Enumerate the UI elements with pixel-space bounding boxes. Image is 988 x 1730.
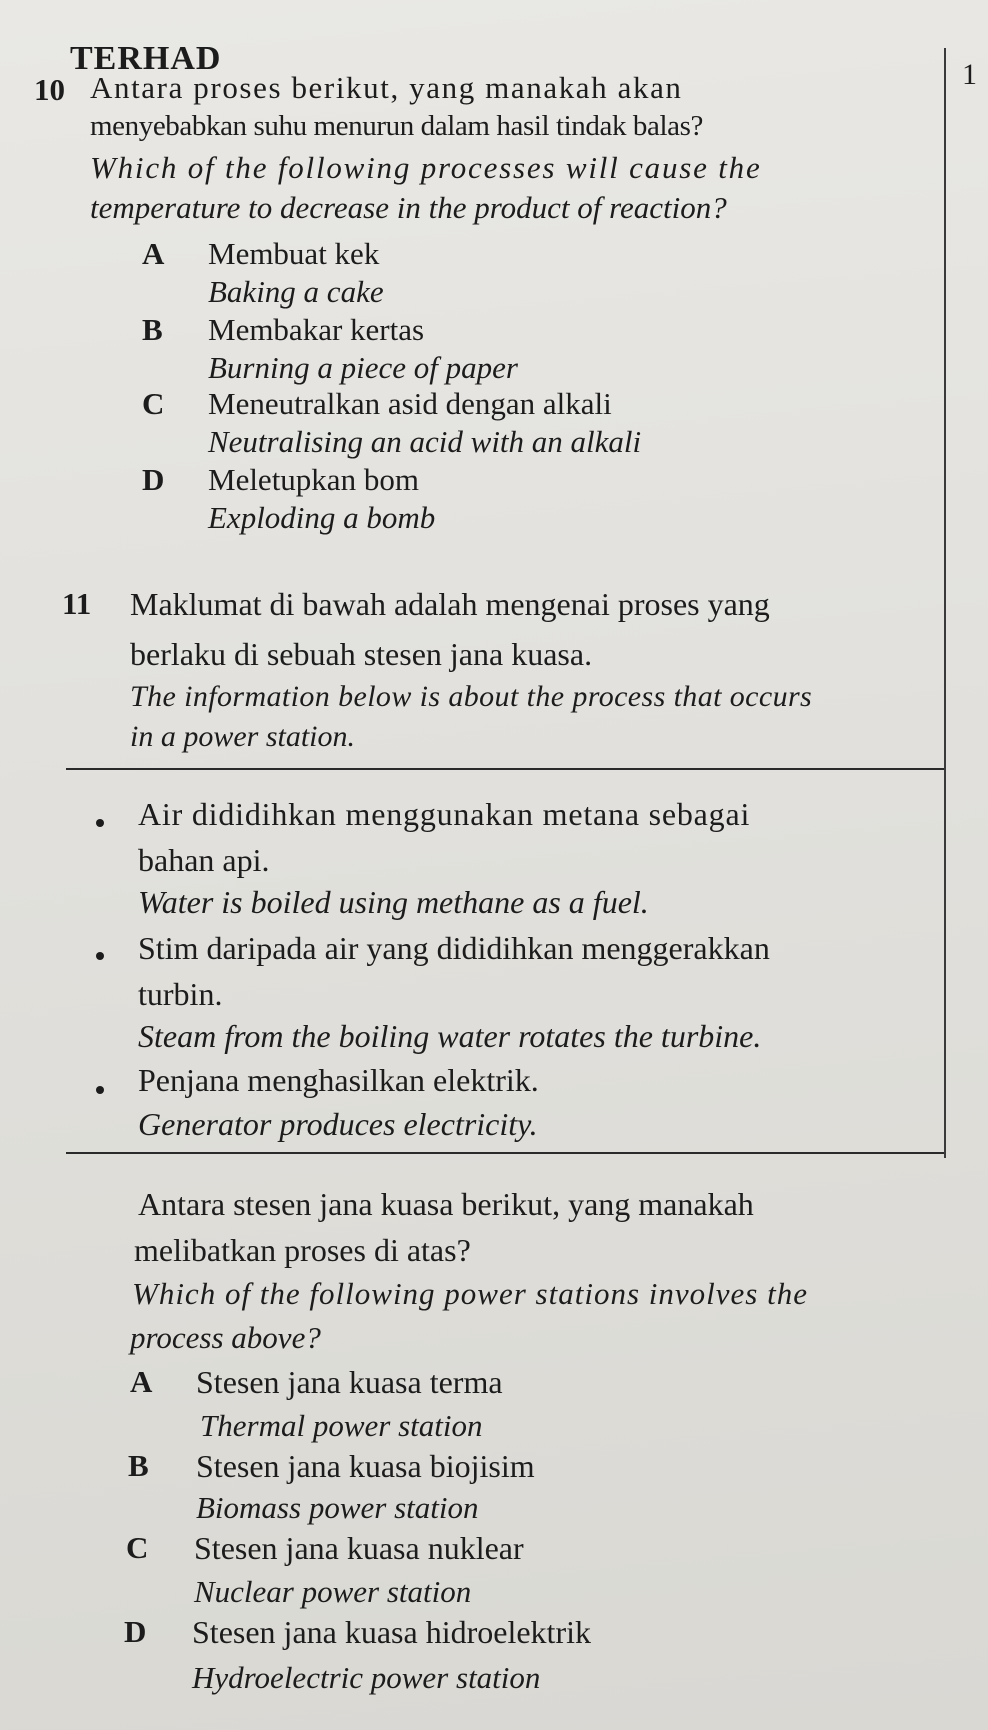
- q11-option-d-english[interactable]: Hydroelectric power station: [192, 1660, 541, 1695]
- q10-option-c-malay[interactable]: Meneutralkan asid dengan alkali: [208, 386, 612, 421]
- question-11-english-line-2: in a power station.: [130, 720, 356, 753]
- question-10-number: 10: [34, 72, 65, 107]
- q10-option-d-english[interactable]: Exploding a bomb: [208, 500, 436, 535]
- question-10-english-line-1: Which of the following processes will cause the: [90, 150, 762, 185]
- q11-option-a-letter: A: [130, 1364, 153, 1399]
- q10-option-a-letter: A: [142, 236, 165, 271]
- question-11-stem-malay-line-1: Antara stesen jana kuasa berikut, yang manakah: [138, 1186, 754, 1222]
- q11-option-c-malay[interactable]: Stesen jana kuasa nuklear: [194, 1530, 524, 1566]
- classification-header: TERHAD: [70, 40, 222, 77]
- question-11-english-line-1: The information below is about the process that occurs: [130, 680, 813, 713]
- bullet-1: [96, 819, 104, 827]
- q11-option-b-malay[interactable]: Stesen jana kuasa biojisim: [196, 1448, 535, 1484]
- q10-option-b-malay[interactable]: Membakar kertas: [208, 312, 425, 347]
- q10-option-a-malay[interactable]: Membuat kek: [208, 236, 380, 271]
- q11-option-a-malay[interactable]: Stesen jana kuasa terma: [196, 1364, 503, 1400]
- question-11-stem-english-line-2: process above?: [130, 1320, 321, 1355]
- q11-option-c-letter: C: [126, 1530, 149, 1565]
- q11-option-d-malay[interactable]: Stesen jana kuasa hidroelektrik: [192, 1614, 591, 1650]
- info-1-malay-line-2: bahan api.: [138, 842, 270, 878]
- info-2-english: Steam from the boiling water rotates the turbine.: [138, 1018, 762, 1054]
- question-11-malay-line-1: Maklumat di bawah adalah mengenai proses yang: [130, 586, 770, 622]
- bullet-3: [96, 1086, 104, 1094]
- question-11-stem-english-line-1: Which of the following power stations involves the: [132, 1276, 808, 1311]
- q11-option-d-letter: D: [124, 1614, 147, 1649]
- q10-option-d-letter: D: [142, 462, 165, 497]
- info-2-malay-line-1: Stim daripada air yang dididihkan menggerakkan: [138, 930, 770, 966]
- q10-option-c-english[interactable]: Neutralising an acid with an alkali: [208, 424, 642, 459]
- info-3-english: Generator produces electricity.: [138, 1106, 538, 1142]
- q10-option-b-letter: B: [142, 312, 163, 347]
- question-10-malay-line-1: Antara proses berikut, yang manakah akan: [90, 70, 683, 105]
- q11-option-b-english[interactable]: Biomass power station: [196, 1490, 479, 1525]
- margin-divider: [944, 48, 946, 1158]
- q11-option-a-english[interactable]: Thermal power station: [200, 1408, 483, 1443]
- q11-option-b-letter: B: [128, 1448, 149, 1483]
- question-10-malay-line-2: menyebabkan suhu menurun dalam hasil tindak balas?: [90, 110, 703, 142]
- q10-option-d-malay[interactable]: Meletupkan bom: [208, 462, 419, 497]
- info-1-malay-line-1: Air dididihkan menggunakan metana sebagai: [138, 796, 751, 832]
- info-1-english: Water is boiled using methane as a fuel.: [138, 884, 649, 920]
- q10-option-b-english[interactable]: Burning a piece of paper: [208, 350, 518, 385]
- q10-option-a-english[interactable]: Baking a cake: [208, 274, 384, 309]
- question-11-stem-malay-line-2: melibatkan proses di atas?: [134, 1232, 471, 1268]
- bullet-2: [96, 952, 104, 960]
- info-2-malay-line-2: turbin.: [138, 976, 223, 1012]
- q11-option-c-english[interactable]: Nuclear power station: [194, 1574, 472, 1609]
- side-page-number: 1: [962, 58, 977, 91]
- q10-option-c-letter: C: [142, 386, 165, 421]
- question-10-english-line-2: temperature to decrease in the product of reaction?: [90, 190, 727, 225]
- question-11-number: 11: [62, 586, 92, 621]
- info-3-malay: Penjana menghasilkan elektrik.: [138, 1062, 539, 1098]
- question-11-malay-line-2: berlaku di sebuah stesen jana kuasa.: [130, 636, 593, 672]
